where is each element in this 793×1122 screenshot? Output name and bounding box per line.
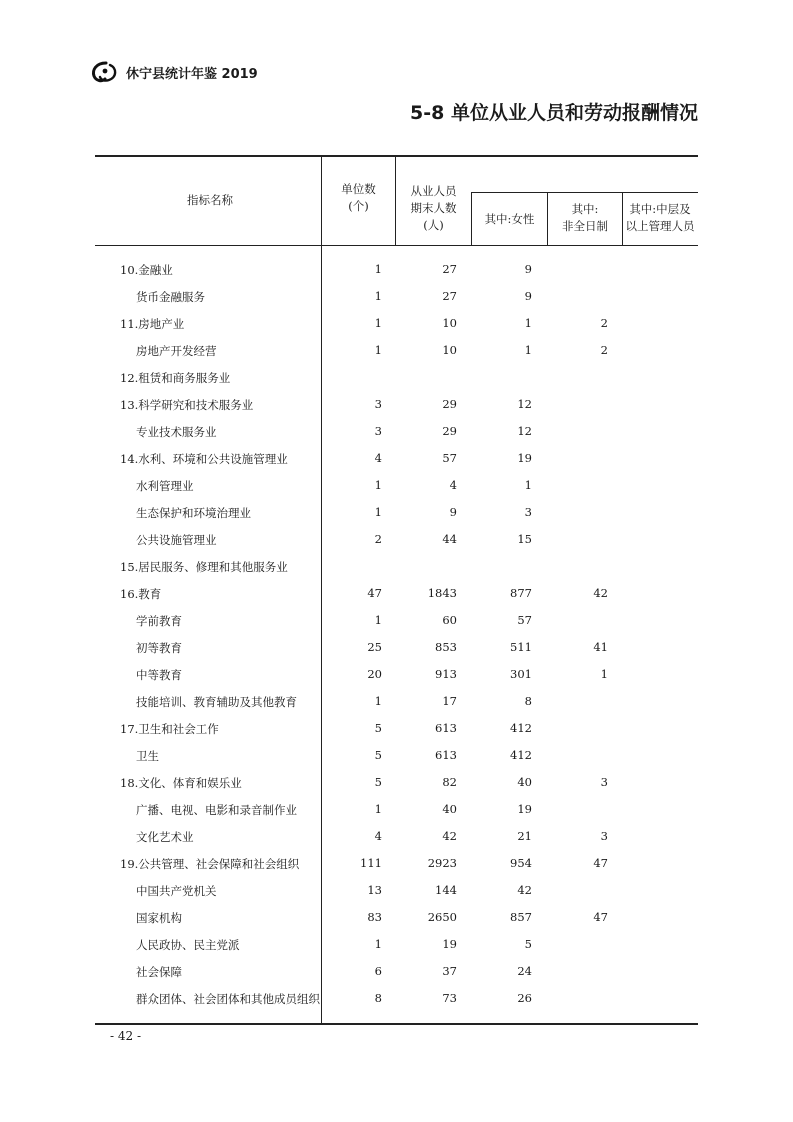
- row-employees-value: 60: [442, 613, 457, 627]
- table-row: [0, 445, 793, 472]
- row-female-value: 21: [517, 829, 532, 843]
- row-indicator-name: 19.公共管理、社会保障和社会组织: [120, 857, 300, 871]
- row-units-value: 5: [374, 775, 382, 789]
- header-employees-line1: 从业人员: [410, 184, 457, 198]
- row-units-value: 1: [374, 478, 382, 492]
- header-units-line1: 单位数: [341, 182, 376, 196]
- table-row: [0, 283, 793, 310]
- row-female-value: 42: [517, 883, 532, 897]
- row-employees-value: 27: [442, 289, 457, 303]
- row-parttime-value: 2: [600, 316, 608, 330]
- row-parttime-value: 47: [593, 856, 608, 870]
- row-female-value: 40: [517, 775, 532, 789]
- row-employees-value: 853: [435, 640, 457, 654]
- row-employees-value: 42: [442, 829, 457, 843]
- row-indicator-name: 16.教育: [120, 587, 162, 601]
- row-indicator-name: 专业技术服务业: [136, 425, 217, 439]
- row-employees-value: 29: [442, 397, 457, 411]
- table-row: [0, 310, 793, 337]
- row-female-value: 877: [510, 586, 532, 600]
- row-parttime-value: 47: [593, 910, 608, 924]
- row-employees-value: 40: [442, 802, 457, 816]
- header-managers-line2: 以上管理人员: [625, 219, 695, 233]
- table-row: [0, 391, 793, 418]
- row-units-value: 1: [374, 937, 382, 951]
- row-female-value: 15: [517, 532, 532, 546]
- row-units-value: 3: [374, 397, 382, 411]
- yearbook-logo-icon: [90, 60, 120, 84]
- row-units-value: 8: [374, 991, 382, 1005]
- page-number: - 42 -: [110, 1029, 142, 1043]
- row-female-value: 511: [510, 640, 532, 654]
- row-employees-value: 37: [442, 964, 457, 978]
- header-female: 其中:女性: [484, 212, 535, 226]
- header-indicator: 指标名称: [187, 193, 233, 207]
- row-units-value: 111: [360, 856, 382, 870]
- header-employees: [396, 183, 471, 234]
- table-row: [0, 661, 793, 688]
- row-employees-value: 82: [442, 775, 457, 789]
- row-indicator-name: 卫生: [136, 749, 159, 763]
- yearbook-title: 休宁县统计年鉴 2019: [126, 66, 258, 82]
- row-employees-value: 2650: [427, 910, 457, 924]
- table-row: [0, 472, 793, 499]
- row-units-value: 47: [367, 586, 382, 600]
- row-indicator-name: 14.水利、环境和公共设施管理业: [120, 452, 288, 466]
- row-indicator-name: 水利管理业: [136, 479, 194, 493]
- table-row: [0, 418, 793, 445]
- row-employees-value: 44: [442, 532, 457, 546]
- row-units-value: 1: [374, 289, 382, 303]
- row-indicator-name: 房地产开发经营: [136, 344, 217, 358]
- row-indicator-name: 群众团体、社会团体和其他成员组织: [136, 992, 320, 1006]
- row-indicator-name: 11.房地产业: [120, 317, 185, 331]
- row-units-value: 1: [374, 262, 382, 276]
- table-row: [0, 364, 793, 391]
- row-units-value: 1: [374, 613, 382, 627]
- row-employees-value: 19: [442, 937, 457, 951]
- table-row: [0, 850, 793, 877]
- row-female-value: 12: [517, 397, 532, 411]
- table-row: [0, 526, 793, 553]
- table-row: [0, 337, 793, 364]
- row-female-value: 1: [524, 343, 532, 357]
- row-parttime-value: 41: [593, 640, 608, 654]
- row-units-value: 1: [374, 505, 382, 519]
- row-employees-value: 1843: [427, 586, 457, 600]
- row-parttime-value: 3: [600, 775, 608, 789]
- table-row: [0, 688, 793, 715]
- row-female-value: 1: [524, 316, 532, 330]
- row-units-value: 1: [374, 343, 382, 357]
- row-indicator-name: 国家机构: [136, 911, 182, 925]
- row-female-value: 3: [524, 505, 532, 519]
- row-parttime-value: 42: [593, 586, 608, 600]
- header-parttime-line2: 非全日制: [562, 219, 608, 233]
- row-indicator-name: 社会保障: [136, 965, 182, 979]
- row-employees-value: 613: [435, 721, 457, 735]
- row-female-value: 24: [517, 964, 532, 978]
- row-units-value: 1: [374, 316, 382, 330]
- row-indicator-name: 10.金融业: [120, 263, 173, 277]
- table-row: [0, 931, 793, 958]
- row-units-value: 83: [367, 910, 382, 924]
- page-title: 5-8 单位从业人员和劳动报酬情况: [410, 102, 698, 124]
- row-units-value: 25: [367, 640, 382, 654]
- table-row: [0, 877, 793, 904]
- row-indicator-name: 人民政协、民主党派: [136, 938, 240, 952]
- row-indicator-name: 17.卫生和社会工作: [120, 722, 219, 736]
- table-row: [0, 715, 793, 742]
- row-indicator-name: 中国共产党机关: [136, 884, 217, 898]
- row-indicator-name: 初等教育: [136, 641, 182, 655]
- header-employees-line2: 期末人数: [410, 201, 457, 215]
- table-row: [0, 823, 793, 850]
- row-female-value: 26: [517, 991, 532, 1005]
- row-female-value: 857: [510, 910, 532, 924]
- row-female-value: 301: [510, 667, 532, 681]
- row-units-value: 20: [367, 667, 382, 681]
- header-units-line2: (个): [348, 199, 369, 213]
- table-row: [0, 256, 793, 283]
- row-female-value: 412: [510, 748, 532, 762]
- row-female-value: 1: [524, 478, 532, 492]
- row-female-value: 412: [510, 721, 532, 735]
- row-units-value: 5: [374, 721, 382, 735]
- row-employees-value: 913: [435, 667, 457, 681]
- row-units-value: 2: [374, 532, 382, 546]
- row-parttime-value: 3: [600, 829, 608, 843]
- row-indicator-name: 公共设施管理业: [136, 533, 217, 547]
- row-units-value: 1: [374, 802, 382, 816]
- row-indicator-name: 13.科学研究和技术服务业: [120, 398, 254, 412]
- header-parttime: [548, 201, 622, 235]
- row-units-value: 6: [374, 964, 382, 978]
- row-units-value: 5: [374, 748, 382, 762]
- row-employees-value: 144: [435, 883, 457, 897]
- row-employees-value: 73: [442, 991, 457, 1005]
- row-female-value: 19: [517, 451, 532, 465]
- row-female-value: 8: [524, 694, 532, 708]
- row-indicator-name: 技能培训、教育辅助及其他教育: [136, 695, 297, 709]
- row-units-value: 3: [374, 424, 382, 438]
- row-units-value: 4: [374, 451, 382, 465]
- subheader-rule: [471, 192, 698, 193]
- header-managers-line1: 其中:中层及: [629, 202, 691, 216]
- row-female-value: 57: [517, 613, 532, 627]
- row-employees-value: 27: [442, 262, 457, 276]
- row-female-value: 5: [524, 937, 532, 951]
- table-bottom-rule: [95, 1023, 698, 1025]
- row-employees-value: 613: [435, 748, 457, 762]
- row-employees-value: 4: [449, 478, 457, 492]
- table-row: [0, 580, 793, 607]
- header-parttime-line1: 其中:: [571, 202, 599, 216]
- row-female-value: 19: [517, 802, 532, 816]
- table-row: [0, 607, 793, 634]
- table-row: [0, 634, 793, 661]
- row-employees-value: 9: [449, 505, 457, 519]
- table-row: [0, 742, 793, 769]
- running-header: [90, 60, 258, 84]
- row-parttime-value: 1: [600, 667, 608, 681]
- row-indicator-name: 15.居民服务、修理和其他服务业: [120, 560, 288, 574]
- row-employees-value: 10: [442, 343, 457, 357]
- row-indicator-name: 18.文化、体育和娱乐业: [120, 776, 242, 790]
- row-female-value: 9: [524, 289, 532, 303]
- header-units: [322, 181, 395, 215]
- row-employees-value: 10: [442, 316, 457, 330]
- row-female-value: 9: [524, 262, 532, 276]
- header-managers: [622, 201, 698, 235]
- row-employees-value: 29: [442, 424, 457, 438]
- row-employees-value: 2923: [427, 856, 457, 870]
- row-indicator-name: 广播、电视、电影和录音制作业: [136, 803, 297, 817]
- table-row: [0, 796, 793, 823]
- table-top-rule: [95, 155, 698, 157]
- row-indicator-name: 学前教育: [136, 614, 182, 628]
- table-row: [0, 904, 793, 931]
- row-employees-value: 17: [442, 694, 457, 708]
- table-row: [0, 499, 793, 526]
- row-units-value: 13: [367, 883, 382, 897]
- row-indicator-name: 货币金融服务: [136, 290, 205, 304]
- row-female-value: 954: [510, 856, 532, 870]
- row-units-value: 4: [374, 829, 382, 843]
- header-employees-line3: (人): [423, 218, 444, 232]
- row-indicator-name: 12.租赁和商务服务业: [120, 371, 231, 385]
- table-row: [0, 769, 793, 796]
- row-parttime-value: 2: [600, 343, 608, 357]
- table-row: [0, 958, 793, 985]
- header-bottom-rule: [95, 245, 698, 246]
- row-indicator-name: 中等教育: [136, 668, 182, 682]
- row-indicator-name: 文化艺术业: [136, 830, 194, 844]
- row-indicator-name: 生态保护和环境治理业: [136, 506, 251, 520]
- table-row: [0, 985, 793, 1012]
- row-female-value: 12: [517, 424, 532, 438]
- row-employees-value: 57: [442, 451, 457, 465]
- table-row: [0, 553, 793, 580]
- row-units-value: 1: [374, 694, 382, 708]
